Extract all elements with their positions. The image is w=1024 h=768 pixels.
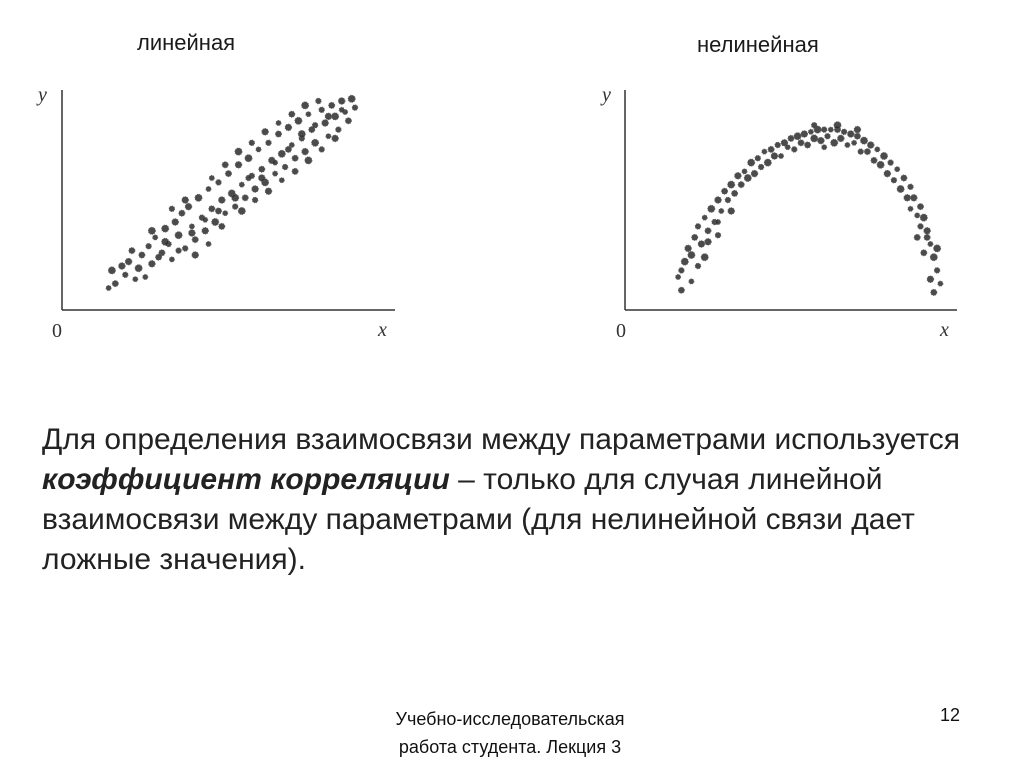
data-point [791, 147, 797, 153]
data-point [847, 131, 854, 138]
text-part-2: – только для случая линейной взаимосвязи между параметрами (для нелинейной связи дает ложные значения). [42, 463, 915, 576]
data-point [135, 265, 142, 272]
data-point [834, 122, 841, 129]
data-point [705, 228, 711, 234]
data-point [934, 268, 940, 274]
data-point [689, 279, 694, 284]
data-point [112, 281, 118, 287]
data-point [282, 164, 288, 170]
data-point [139, 252, 145, 258]
data-point [794, 133, 801, 140]
data-point [206, 241, 211, 246]
data-point [808, 129, 813, 134]
data-point [338, 98, 345, 105]
data-point [295, 117, 302, 124]
data-point [728, 181, 735, 188]
data-point [326, 134, 331, 139]
data-point [921, 250, 927, 256]
data-point [232, 204, 238, 210]
data-point [825, 133, 831, 139]
data-point [235, 148, 242, 155]
data-point [106, 285, 111, 290]
data-point [875, 147, 880, 152]
scatter-plot-linear [36, 84, 395, 342]
data-point [285, 146, 291, 152]
data-point [904, 194, 911, 201]
data-point [854, 133, 860, 139]
data-point [738, 182, 744, 188]
data-point [262, 128, 269, 135]
data-point [206, 186, 211, 191]
data-point [319, 107, 325, 113]
data-point [934, 245, 941, 252]
data-point [292, 155, 298, 161]
data-point [845, 142, 850, 147]
data-point [908, 184, 914, 190]
data-point [762, 149, 767, 154]
data-point [306, 112, 311, 117]
data-point [897, 185, 904, 192]
x-axis-label: x [378, 319, 387, 341]
data-point [329, 102, 335, 108]
data-point [822, 145, 827, 150]
data-point [708, 205, 715, 212]
data-point [289, 111, 295, 117]
data-point [179, 210, 185, 216]
main-paragraph [42, 420, 1002, 580]
data-point [841, 129, 847, 135]
data-point [715, 197, 722, 204]
data-point [216, 180, 222, 186]
data-point [788, 135, 794, 141]
y-axis-label: y [38, 84, 47, 106]
data-point [242, 195, 248, 201]
data-point [748, 159, 755, 166]
data-point [212, 218, 219, 225]
data-point [938, 281, 943, 286]
page-number: 12 [940, 705, 961, 725]
data-point [305, 157, 312, 164]
data-point [915, 213, 920, 218]
data-point [725, 197, 731, 203]
data-point [785, 145, 790, 150]
data-point [278, 150, 285, 157]
data-point [195, 194, 202, 201]
data-point [831, 139, 838, 146]
data-point [751, 170, 758, 177]
data-point [884, 170, 891, 177]
data-point [175, 232, 182, 239]
data-point [719, 208, 724, 213]
data-point [192, 237, 198, 243]
data-point [860, 137, 867, 144]
data-point [828, 127, 833, 132]
data-point [901, 175, 907, 181]
data-point [176, 248, 182, 254]
data-point [143, 274, 148, 279]
data-points [676, 122, 944, 296]
data-point [189, 224, 194, 229]
data-point [692, 234, 698, 240]
data-point [891, 177, 897, 183]
data-point [702, 215, 707, 220]
data-point [149, 260, 156, 267]
data-point [910, 194, 917, 201]
data-point [698, 241, 705, 248]
data-point [715, 232, 721, 238]
data-point [871, 157, 877, 163]
data-point [119, 263, 126, 270]
data-point [778, 153, 783, 158]
data-points [106, 95, 358, 290]
y-axis-label: y [602, 84, 611, 106]
data-point [854, 126, 861, 133]
data-point [312, 122, 318, 128]
data-point [273, 160, 278, 165]
data-point [821, 127, 827, 133]
data-point [265, 188, 272, 195]
data-point [256, 147, 261, 152]
data-point [202, 227, 209, 234]
data-point [918, 224, 924, 230]
data-point [931, 289, 937, 295]
data-point [182, 246, 188, 252]
data-point [352, 105, 358, 111]
data-point [162, 225, 169, 232]
data-point [895, 167, 900, 172]
data-point [169, 206, 175, 212]
data-point [339, 107, 344, 112]
data-point [880, 152, 887, 159]
data-point [908, 206, 913, 211]
data-point [238, 207, 245, 214]
data-point [189, 230, 196, 237]
data-point [185, 203, 192, 210]
data-point [279, 178, 284, 183]
data-point [735, 172, 742, 179]
scatter-plot-nonlinear [600, 84, 957, 342]
data-point [302, 148, 309, 155]
data-point [275, 131, 281, 137]
data-point [811, 122, 817, 128]
data-point [148, 227, 155, 234]
data-point [852, 140, 857, 145]
data-point [681, 258, 688, 265]
data-point [798, 140, 804, 146]
data-point [133, 277, 138, 282]
data-point [266, 140, 272, 146]
data-point [302, 102, 309, 109]
data-point [927, 276, 934, 283]
data-point [924, 234, 930, 240]
data-point [924, 227, 931, 234]
data-point [920, 214, 927, 221]
data-point [917, 204, 923, 210]
data-point [345, 118, 351, 124]
data-point [676, 274, 681, 279]
data-point [744, 174, 751, 181]
data-point [818, 137, 825, 144]
data-point [153, 235, 158, 240]
data-point [258, 175, 265, 182]
data-point [688, 251, 695, 258]
data-point [805, 142, 811, 148]
data-point [245, 155, 252, 162]
data-point [728, 208, 735, 215]
data-point [928, 241, 933, 246]
data-point [877, 161, 884, 168]
data-point [742, 169, 747, 174]
data-point [129, 248, 135, 254]
data-point [182, 197, 189, 204]
chart-title-linear: линейная [137, 30, 236, 55]
data-point [775, 142, 781, 148]
data-point [218, 197, 225, 204]
data-point [215, 208, 221, 214]
chart-title-nonlinear: нелинейная [697, 32, 819, 57]
data-point [685, 245, 692, 252]
data-point [316, 98, 322, 104]
data-point [332, 135, 339, 142]
data-point [764, 159, 771, 166]
data-point [285, 124, 292, 131]
data-point [252, 186, 259, 193]
data-point [239, 182, 244, 187]
data-point [172, 219, 179, 226]
data-point [298, 130, 305, 137]
data-point [232, 194, 239, 201]
text-part-1: Для определения взаимосвязи между параметрами используется [42, 423, 961, 456]
data-point [146, 243, 152, 249]
data-point [695, 263, 701, 269]
data-point [325, 113, 332, 120]
data-point [225, 171, 231, 177]
data-point [930, 254, 937, 261]
data-point [322, 120, 329, 127]
data-point [758, 164, 764, 170]
data-point [715, 219, 720, 224]
data-point [678, 287, 684, 293]
data-point [705, 238, 712, 245]
data-point [679, 268, 685, 274]
data-point [864, 149, 870, 155]
data-point [867, 142, 874, 149]
data-point [695, 224, 701, 230]
data-point [249, 140, 255, 146]
origin-label: 0 [616, 320, 626, 342]
footer-line-1: Учебно-исследовательская [395, 709, 625, 729]
data-point [292, 168, 298, 174]
x-axis-label: x [940, 319, 949, 341]
data-point [192, 252, 199, 259]
data-point [348, 95, 355, 102]
data-point [246, 175, 252, 181]
data-point [768, 146, 774, 152]
data-point [771, 153, 778, 160]
data-point [209, 175, 214, 180]
data-point [701, 254, 708, 261]
data-point [811, 135, 818, 142]
data-point [125, 258, 132, 265]
data-point [203, 217, 208, 222]
data-point [169, 257, 174, 262]
data-point [209, 206, 215, 212]
data-point [722, 188, 728, 194]
data-point [858, 149, 864, 155]
origin-label: 0 [52, 320, 62, 342]
data-point [252, 197, 258, 203]
data-point [732, 190, 738, 196]
data-point [312, 139, 319, 146]
text-bold-term: коэффициент корреляции [42, 463, 450, 496]
footer-line-2: работа студента. Лекция 3 [398, 737, 622, 757]
data-point [336, 127, 342, 133]
data-point [259, 166, 265, 172]
data-point [235, 161, 242, 168]
data-point [755, 155, 761, 161]
data-point [222, 162, 228, 168]
data-point [223, 211, 228, 216]
data-point [162, 238, 169, 245]
data-point [273, 171, 278, 176]
data-point [276, 120, 281, 125]
data-point [108, 267, 115, 274]
data-point [888, 160, 894, 166]
data-point [914, 234, 920, 240]
data-point [332, 113, 339, 120]
data-point [801, 131, 808, 138]
data-point [122, 272, 128, 278]
data-point [219, 223, 225, 229]
data-point [156, 254, 162, 260]
data-point [319, 147, 325, 153]
data-point [837, 135, 844, 142]
footer [360, 705, 660, 761]
